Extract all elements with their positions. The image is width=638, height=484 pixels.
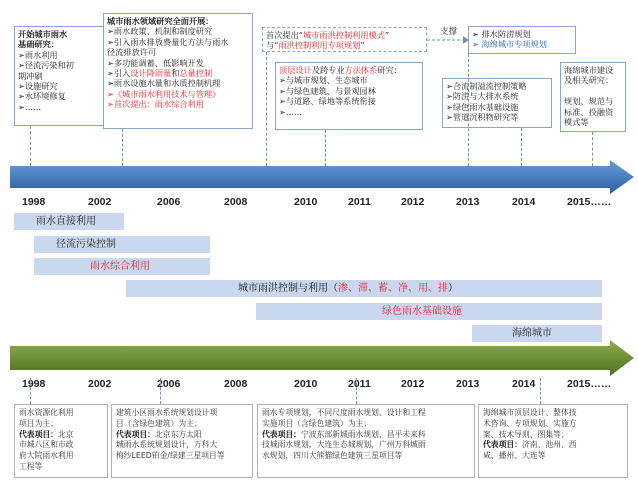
bottom-box-2013 — [478, 404, 628, 478]
box-sponge-research — [560, 62, 626, 132]
bottom-box-text: 济南、池州、西 — [521, 440, 577, 450]
axis-top-year-label: 2011 — [348, 196, 371, 208]
bar-stormwater-control — [126, 280, 602, 297]
planning-item: ➢ 排水防涝规划 — [472, 29, 531, 39]
timeline-arrow-green — [10, 340, 636, 376]
proposal-line — [266, 40, 423, 50]
bottom-box-text: 梅沙LEED铂金/绿建三星项目等 — [116, 451, 225, 461]
bottom-box-line — [116, 408, 248, 419]
box-early-title: 开始城市雨水 基础研究： — [18, 29, 68, 50]
axis-top-year-label: 2006 — [157, 196, 181, 208]
bottom-box-line — [19, 451, 103, 462]
cso-item: ➢管道沉积物研究等 — [446, 112, 519, 123]
bottom-box-line — [19, 440, 103, 451]
axis-bottom-year-label: 2008 — [224, 378, 248, 390]
bottom-box-text: 北京 — [57, 429, 74, 439]
title-part: 方法体系 — [344, 65, 378, 75]
box-top-design — [275, 62, 423, 130]
box-comprehensive-title: 城市雨水领域研究全面开展： — [107, 16, 214, 26]
box-planning-items — [472, 29, 572, 50]
box-comprehensive-item — [107, 99, 249, 109]
bottom-box-line — [262, 440, 470, 451]
bottom-box-line — [116, 451, 248, 462]
axis-bottom-year-label: 1998 — [22, 378, 46, 390]
sponge-line: 标准、投融资 — [564, 106, 614, 117]
bottom-box-line — [483, 430, 623, 441]
bottom-box-line — [262, 430, 470, 441]
box-comprehensive-item — [107, 37, 249, 47]
item-text: ➢首次提出：雨水综合利用 — [107, 99, 204, 110]
bar-sponge-city-label: 海绵城市 — [512, 328, 552, 339]
bottom-box-text: 海绵城市顶层设计、整体技 — [483, 408, 577, 417]
item-text: ➢引入 — [107, 68, 131, 79]
bottom-box-text: 宁波东部新城雨水规划，昌平未来科 — [300, 429, 426, 439]
bottom-box-key: 代表项目： — [262, 429, 301, 439]
axis-top-year-label: 2014 — [512, 196, 536, 208]
connector-bottom-2 — [160, 378, 161, 404]
bottom-box-1998 — [14, 404, 108, 478]
bar-label-part: 渗、滞、蓄、净、用、排 — [338, 283, 448, 294]
bottom-box-line — [19, 462, 103, 473]
bar-label-part: ） — [448, 283, 458, 294]
bottom-box-line — [116, 430, 248, 441]
bottom-box-line — [19, 408, 103, 419]
bottom-box-key: 代表项目： — [116, 429, 155, 439]
item-text: 径流排放许可 — [107, 47, 157, 58]
cso-item: ➢绿色雨水基础设施 — [446, 101, 519, 112]
connector-bottom-1 — [30, 378, 31, 404]
bottom-box-text: 雨水专项规划，不同尺度雨水规划、设计和工程 — [262, 408, 426, 417]
sponge-line: 及相关研究： — [564, 75, 614, 86]
box-comprehensive-research — [103, 13, 253, 129]
bar-runoff-pollution — [34, 236, 210, 253]
bottom-box-line — [116, 419, 248, 430]
bottom-box-text: 术咨询、专项规划、实施方 — [483, 418, 577, 428]
support-label: 支撑 — [440, 27, 458, 37]
top-design-item: ➢与绿色建筑、与景观园林 — [279, 85, 376, 96]
proposal-text: 雨洪控制利用专项规划 — [278, 40, 361, 51]
axis-top-year-label: 2010 — [294, 196, 318, 208]
axis-bottom-year-label: 2014 — [512, 378, 536, 390]
box-early-research — [14, 26, 104, 126]
bottom-box-text: 市城八区和市政 — [19, 440, 74, 450]
bottom-box-2002 — [111, 404, 253, 478]
item-text: ➢《城市雨水利用技术与管理》 — [107, 88, 221, 99]
proposal-text: 与“ — [266, 40, 279, 51]
title-part: 及跨专业 — [311, 65, 345, 75]
title-part: 顶层设计 — [279, 65, 312, 75]
axis-bottom-year-label: 2010 — [294, 378, 318, 390]
box-early-item: ➢水环境修复 — [18, 91, 66, 102]
bottom-box-text: 府大院雨水利用 — [19, 451, 74, 461]
top-design-item: ➢与城市规划、生态城市 — [279, 75, 368, 86]
axis-bottom-year-label: 2002 — [88, 378, 112, 390]
bottom-box-line — [483, 419, 623, 430]
proposal-text: ” — [384, 30, 390, 40]
bottom-box-line — [483, 451, 623, 462]
box-early-item: ➢径流污染和初 — [18, 60, 74, 71]
box-top-design-title — [279, 65, 419, 75]
axis-bottom-year-label: 2011 — [348, 378, 371, 390]
title-part: 研究： — [377, 65, 402, 75]
box-early-item: ➢雨水利用 — [18, 49, 58, 60]
axis-top-year-label: 2008 — [224, 196, 248, 208]
box-cso-items — [446, 81, 548, 123]
bottom-box-line — [19, 430, 103, 441]
bar-green-infrastructure-label: 绿色雨水基础设施 — [382, 306, 462, 317]
bottom-box-text: 雨水资源化利用 — [19, 408, 74, 417]
bar-label-part: 城市雨洪控制与利用（ — [238, 283, 338, 294]
bar-comprehensive-use-label: 雨水综合利用 — [90, 261, 150, 272]
item-text: ➢引入雨水排放费量化方法与雨水 — [107, 36, 229, 47]
box-early-item: ➢设施研究 — [18, 81, 58, 92]
axis-top-year-label: 2015…… — [567, 196, 612, 208]
bottom-box-line — [262, 451, 470, 462]
box-comprehensive-item — [107, 47, 249, 57]
connector-2013 — [468, 54, 469, 166]
bar-comprehensive-use — [34, 258, 210, 275]
bar-stormwater-control-label — [238, 283, 458, 294]
cso-item: ➢合流制溢流控制策略 — [446, 81, 527, 91]
cso-item: ➢防涝与大排水系统 — [446, 91, 519, 102]
item-text: 设计降雨量 — [130, 68, 172, 79]
bottom-box-key: 代表项目： — [19, 429, 58, 439]
bottom-box-text: 目（含绿色建筑）为主； — [116, 418, 202, 428]
box-comprehensive-item — [107, 89, 249, 99]
bottom-box-key: 代表项目： — [483, 440, 522, 450]
axis-top-year-label: 2012 — [401, 196, 425, 208]
bottom-box-line — [19, 419, 103, 430]
connector-2008 — [266, 52, 267, 166]
box-first-proposal — [262, 27, 427, 52]
bottom-box-text: 项目为主； — [19, 418, 58, 428]
bottom-box-line — [116, 440, 248, 451]
axis-top-year-label: 2013 — [456, 196, 480, 208]
top-design-item: ➢…… — [279, 106, 303, 117]
axis-bottom-year-label: 2012 — [401, 378, 425, 390]
bar-runoff-pollution-label: 径流污染控制 — [56, 239, 116, 250]
axis-bottom-year-label: 2015…… — [567, 378, 612, 390]
item-text: 和 — [171, 68, 180, 79]
item-text: ➢雨水设施水量和水质控制机理 — [107, 78, 221, 89]
timeline-arrow-blue — [10, 160, 636, 194]
bottom-box-text: 北京东方太阳 — [154, 429, 202, 439]
proposal-text: 城市雨洪控制利用模式 — [303, 30, 385, 40]
connector-bottom-4 — [540, 378, 541, 404]
sponge-line: 海绵城市建设 — [564, 65, 614, 75]
axis-bottom-year-label: 2006 — [157, 378, 181, 390]
box-first-proposal-lines — [266, 30, 423, 51]
item-text: ➢雨水政策、机制和制度研究 — [107, 26, 213, 37]
box-comprehensive-item — [107, 58, 249, 68]
proposal-line — [266, 30, 423, 40]
bottom-box-2008 — [257, 404, 475, 478]
bottom-box-text: 建筑小区雨水系统规划设计项 — [116, 408, 218, 417]
bottom-box-text: 技城雨水规划，大连生态城规划，广州万科城雨 — [262, 440, 426, 450]
sponge-line: 规划、规范与 — [564, 96, 614, 107]
axis-bottom-year-label: 2013 — [456, 378, 480, 390]
box-comprehensive-items — [107, 26, 249, 109]
bottom-box-line — [483, 440, 623, 451]
box-cso-research — [442, 78, 552, 128]
planning-item: ➢ 海绵城市专项规划 — [472, 39, 547, 50]
axis-top-year-label: 2002 — [88, 196, 112, 208]
box-early-items — [18, 50, 100, 112]
support-arrow — [427, 35, 469, 45]
top-design-title-line — [279, 65, 419, 75]
top-design-item: ➢与道路、绿地等系统衔接 — [279, 96, 376, 107]
bottom-box-line — [262, 419, 470, 430]
bar-green-infrastructure — [256, 303, 602, 320]
box-comprehensive-item — [107, 78, 249, 88]
item-text: 总量控制 — [179, 68, 213, 79]
item-text: ➢多功能调蓄、低影响开发 — [107, 57, 204, 68]
connector-bottom-3 — [356, 378, 357, 404]
bottom-box-text: 案、技术导则、图集等； — [483, 429, 569, 439]
bottom-box-text: 实施项目（含绿色建筑）为主； — [262, 418, 372, 428]
bar-direct-use — [14, 213, 124, 230]
bar-direct-use-label: 雨水直接利用 — [36, 216, 96, 227]
box-planning — [468, 26, 576, 54]
proposal-text: 首次提出“ — [266, 30, 303, 40]
bottom-box-line — [483, 408, 623, 419]
box-top-design-items — [279, 75, 419, 117]
bottom-box-text: 工程等 — [19, 461, 43, 471]
box-comprehensive-item — [107, 26, 249, 36]
box-early-item: ➢…… — [18, 101, 42, 112]
proposal-text: ” — [360, 40, 365, 51]
box-sponge-lines — [564, 65, 622, 127]
box-early-item: 期冲刷 — [18, 70, 43, 81]
bottom-box-line — [262, 408, 470, 419]
sponge-line — [564, 86, 622, 96]
bottom-box-text: 咸、播州、大连等 — [483, 451, 546, 461]
box-comprehensive-item — [107, 68, 249, 78]
bottom-box-text: 城雨水系统规划设计，万科大 — [116, 440, 218, 450]
bottom-box-text: 水规划，四川大熊猫绿色建筑三星项目等 — [262, 451, 403, 461]
axis-top-year-label: 1998 — [22, 196, 46, 208]
sponge-line: 模式等 — [564, 117, 589, 128]
